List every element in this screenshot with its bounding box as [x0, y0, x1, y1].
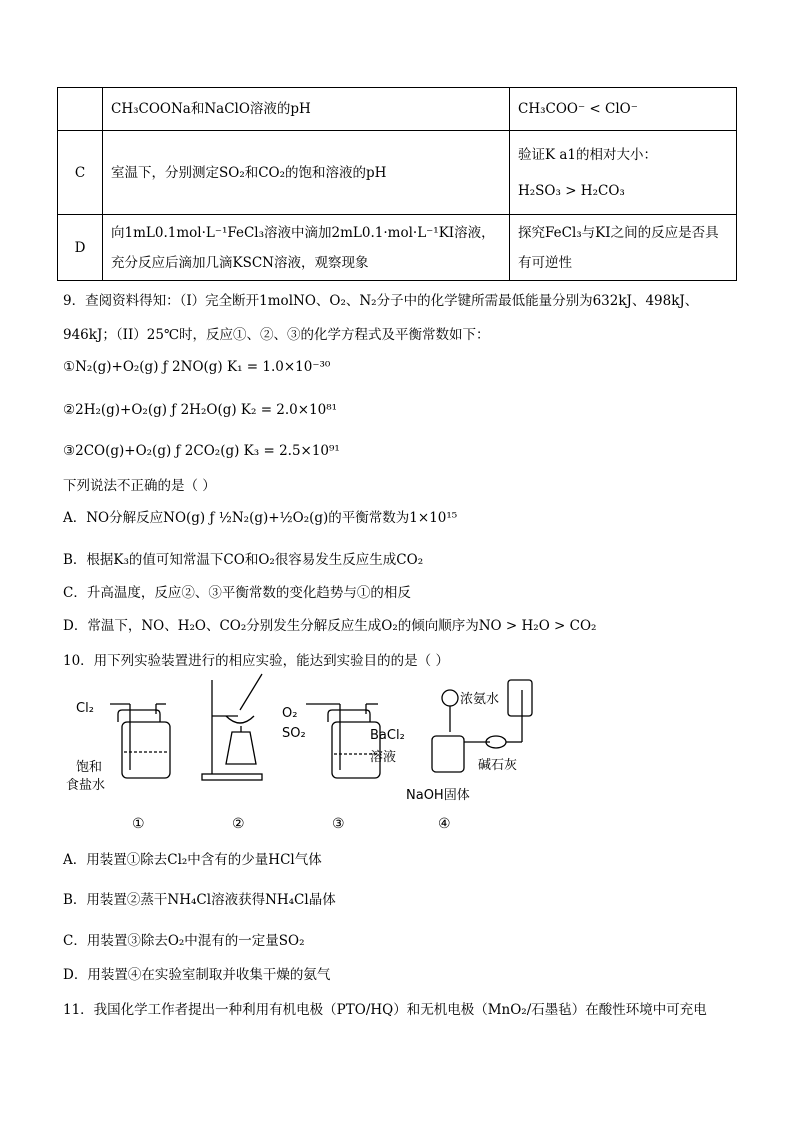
- q9-equation-2: ②2H₂(g)+O₂(g) ƒ 2H₂O(g) K₂ = 2.0×10⁸¹: [63, 402, 338, 418]
- q11-stem: 11．我国化学工作者提出一种利用有机电极（PTO/HQ）和无机电极（MnO₂/石墨毡）在酸性环境中可充电: [63, 1002, 707, 1018]
- app3-solution-label: BaCl₂: [370, 728, 405, 743]
- app4-bottom-label: NaOH固体: [406, 788, 470, 803]
- row-label: C: [58, 131, 103, 215]
- row-content: [103, 215, 510, 281]
- app1-liquid-label: 饱和: [76, 760, 103, 775]
- purpose-line: 探究FeCl₃与KI之间的反应是否具: [518, 224, 719, 241]
- app4-top-label: 浓氨水: [460, 692, 500, 707]
- apparatus-caption: ③: [332, 816, 345, 832]
- q9-intro-line2: 946kJ；（II）25℃时，反应①、②、③的化学方程式及平衡常数如下：: [63, 327, 490, 343]
- purpose-line: H₂SO₃ > H₂CO₃: [518, 182, 625, 199]
- purpose-line: 有可逆性: [518, 254, 572, 271]
- app3-solution-label: 溶液: [370, 750, 397, 765]
- q9-equation-3: ③2CO(g)+O₂(g) ƒ 2CO₂(g) K₃ = 2.5×10⁹¹: [63, 443, 340, 459]
- app4-right-label: 碱石灰: [478, 758, 518, 773]
- row-purpose: [510, 215, 737, 281]
- app1-liquid-label: 食盐水: [66, 778, 106, 793]
- q9-stem: 下列说法不正确的是（ ）: [63, 478, 216, 494]
- q10-option-b: B．用装置②蒸干NH₄Cl溶液获得NH₄Cl晶体: [63, 892, 336, 908]
- q9-option-a: A．NO分解反应NO(g) ƒ ½N₂(g)+½O₂(g)的平衡常数为1×10¹⁵: [63, 510, 458, 526]
- q10-option-d: D．用装置④在实验室制取并收集干燥的氨气: [63, 967, 331, 983]
- row-purpose: [510, 131, 737, 215]
- q10-option-a: A．用装置①除去Cl₂中含有的少量HCl气体: [63, 852, 322, 868]
- content-line: 充分反应后滴加几滴KSCN溶液，观察现象: [111, 254, 369, 271]
- app3-gas-label: O₂: [282, 706, 298, 721]
- apparatus-caption: ④: [438, 816, 451, 832]
- app1-gas-label: Cl₂: [76, 701, 94, 716]
- q10-stem: 10．用下列实验装置进行的相应实验，能达到实验目的的是（ ）: [63, 653, 449, 669]
- apparatus-figure: [60, 670, 540, 840]
- content-line: 向1mL0.1mol·L⁻¹FeCl₃溶液中滴加2mL0.1·mol·L⁻¹KI溶液，: [111, 224, 495, 241]
- apparatus-caption: ②: [232, 816, 245, 832]
- q9-option-b: B．根据K₃的值可知常温下CO和O₂很容易发生反应生成CO₂: [63, 552, 424, 568]
- apparatus-caption: ①: [132, 816, 145, 832]
- app3-gas-label: SO₂: [282, 726, 306, 741]
- row-content: CH₃COONa和NaClO溶液的pH: [103, 88, 510, 131]
- row-label: D: [58, 215, 103, 281]
- experiment-table: [57, 87, 737, 281]
- q9-option-d: D．常温下，NO、H₂O、CO₂分别发生分解反应生成O₂的倾向顺序为NO > H₂O > CO₂: [63, 618, 597, 634]
- q9-option-c: C．升高温度，反应②、③平衡常数的变化趋势与①的相反: [63, 585, 411, 601]
- row-purpose: CH₃COO⁻ < ClO⁻: [510, 88, 737, 131]
- q10-option-c: C．用装置③除去O₂中混有的一定量SO₂: [63, 933, 305, 949]
- q9-equation-1: ①N₂(g)+O₂(g) ƒ 2NO(g) K₁ = 1.0×10⁻³⁰: [63, 359, 331, 375]
- row-content: 室温下，分别测定SO₂和CO₂的饱和溶液的pH: [103, 131, 510, 215]
- q9-intro-line1: 9．查阅资料得知：（I）完全断开1molNO、O₂、N₂分子中的化学键所需最低能量分别为632kJ、498kJ、: [63, 293, 699, 309]
- row-label: [58, 88, 103, 131]
- purpose-line: 验证K a1的相对大小：: [518, 146, 658, 163]
